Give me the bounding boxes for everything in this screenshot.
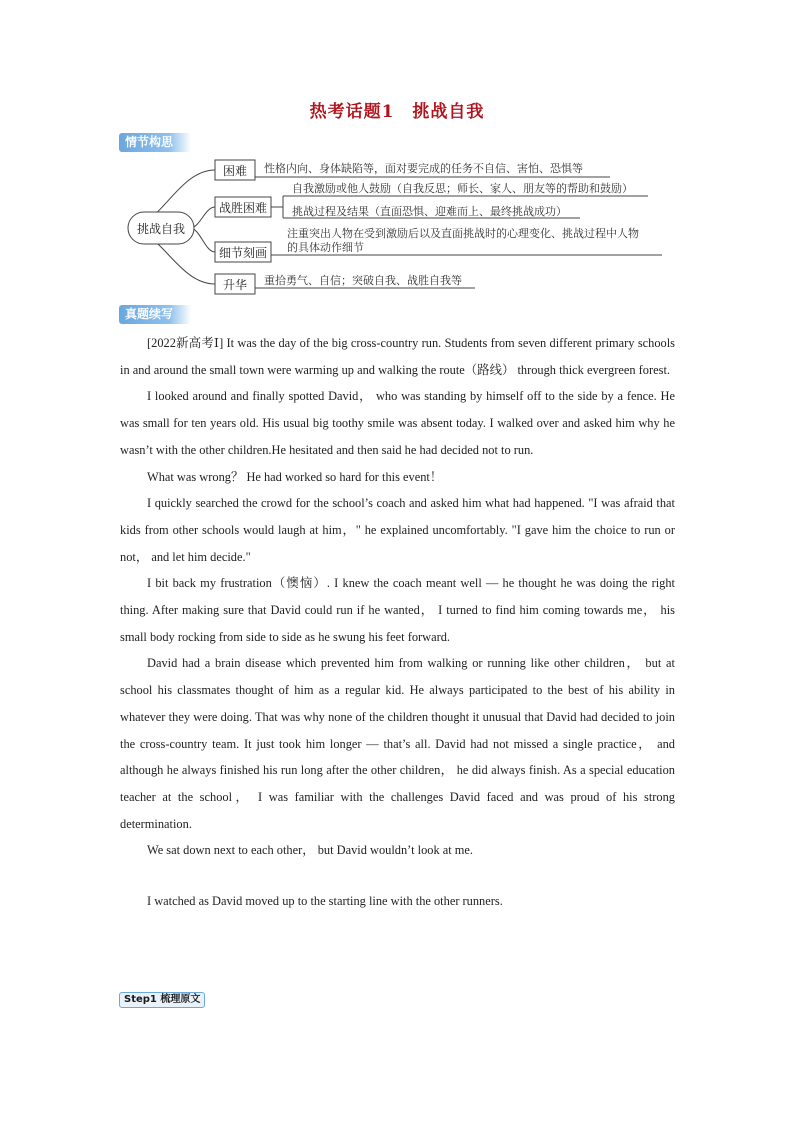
branch-detail: 重拾勇气、自信；突破自我、战胜自我等 xyxy=(264,274,462,287)
passage-banner: 真题续写 xyxy=(119,305,191,324)
passage-paragraph: I quickly searched the crowd for the school’s coach and asked him what had happened. "I was afraid that kids from other schools would laugh at him，" he explained uncomfortably. "I gave him the choice to run or not， and let him decide." xyxy=(120,496,675,564)
passage-paragraph: I watched as David moved up to the starting line with the other runners. xyxy=(147,894,503,909)
passage-paragraph: [2022新高考Ⅰ] It was the day of the big cross-country run. Students from seven different primary schools in and around the small town were warming up and walking the route（路线） through thick evergreen forest. xyxy=(120,336,675,377)
branch-label: 升华 xyxy=(222,278,248,292)
passage-paragraph: I looked around and finally spotted David， who was standing by himself off to the side by a fence. He was small for ten years old. His usual big toothy smile was absent today. I walked over and asked him why he wasn’t with the other children.He hesitated and then said he had decided not to run. xyxy=(120,389,675,457)
branch-bracket xyxy=(271,196,290,218)
plot-outline-banner: 情节构思 xyxy=(119,133,191,152)
passage-paragraph: We sat down next to each other， but David wouldn’t look at me. xyxy=(147,843,474,858)
branch-detail: 注重突出人物在受到激励后以及直面挑战时的心理变化、挑战过程中人物 xyxy=(287,227,639,240)
branch-detail: 的具体动作细节 xyxy=(287,241,364,254)
page-title: 热考话题1 挑战自我 xyxy=(309,102,485,122)
branch-detail: 自我激励或他人鼓励（自我反思；师长、家人、朋友等的帮助和鼓励） xyxy=(292,182,633,195)
branch-label: 困难 xyxy=(222,164,248,178)
branch-label: 战胜困难 xyxy=(218,201,268,215)
reading-passage xyxy=(120,330,675,915)
mind-map xyxy=(0,0,794,330)
branch-detail: 性格内向、身体缺陷等，面对要完成的任务不自信、害怕、恐惧等 xyxy=(264,162,583,175)
passage-paragraph: What was wrong？ He had worked so hard for this event！ xyxy=(147,469,443,484)
passage-paragraph: David had a brain disease which prevented him from walking or running like other children， but at school his classmates thought of him as a regular kid. He always participated to the best of his ability in whatever they were doing. That was why none of the children thought it unusual that David had decided to join the cross-country team. It just took him longer — that’s all. David had not missed a single practice， and although he always finished his run long after the other children， he did always finish. As a special education teacher at the school， I was familiar with the challenges David faced and was proud of his strong determination. xyxy=(120,656,675,831)
passage-paragraph: I bit back my frustration（懊恼）. I knew the coach meant well — he thought he was doing the right thing. After making sure that David could run if he wanted， I turned to find him coming towards me， his small body rocking from side to side as he swung his feet forward. xyxy=(120,576,675,644)
step-label: Step1 梳理原文 xyxy=(119,992,205,1008)
center-node-label: 挑战自我 xyxy=(136,222,186,236)
branch-detail: 挑战过程及结果（直面恐惧、迎难而上、最终挑战成功） xyxy=(292,205,567,218)
branch-label: 细节刻画 xyxy=(218,246,268,260)
